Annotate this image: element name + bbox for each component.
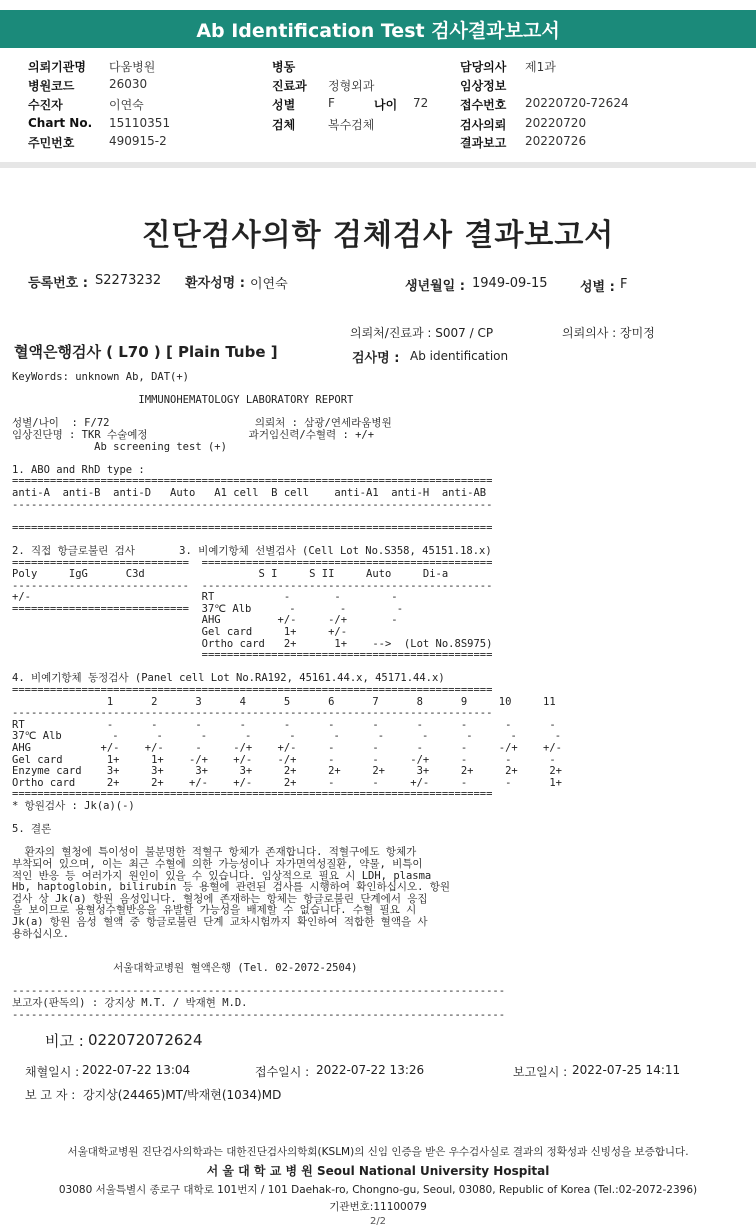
report-line: ============================================================================ [12, 475, 493, 488]
report-line [12, 511, 562, 523]
test-group: 혈액은행검사 ( L70 ) [ Plain Tube ] [14, 343, 278, 361]
report-line: IMMUNOHEMATOLOGY LABORATORY REPORT [12, 394, 354, 407]
dept-text: 의뢰처/진료과 : S007 / CP [350, 326, 494, 340]
header-label: 검사의뢰 [460, 118, 507, 132]
header-label: 접수번호 [460, 98, 507, 112]
report-line: 4. 비예기항체 동정검사 (Panel cell Lot No.RA192, 45161.44.x, 45171.44.x) [12, 672, 445, 685]
reporter-label: 보 고 자 : [25, 1088, 76, 1102]
note-value: 022072072624 [88, 1031, 203, 1049]
reg-label: 등록번호 : [28, 276, 88, 291]
report-line: 임상진단명 : TKR 수술예정 과거임신력/수혈력 : +/+ [12, 428, 375, 441]
report-line: ---------------------------- ---------------------------------------------- [12, 579, 493, 592]
report-line: 서울대학교병원 혈액은행 (Tel. 02-2072-2504) [12, 962, 358, 975]
patient-name-label: 환자성명 : [185, 276, 245, 291]
birth-value: 1949-09-15 [472, 276, 548, 291]
header-label: 성별 [272, 98, 296, 112]
report-line: ============================================================================ [12, 788, 493, 801]
header-value: 20220720-72624 [525, 96, 629, 110]
header-label: 병동 [272, 60, 296, 74]
header-label: 검체 [272, 118, 296, 132]
header-value: 490915-2 [109, 134, 167, 148]
header-value: 20220720 [525, 116, 587, 130]
header-value: F [328, 96, 335, 110]
report-line: 검사 상 Jk(a) 항원 음성입니다. 혈청에 존재하는 항체는 항글로불린 단계에서 응집 [12, 892, 428, 905]
header-label: 임상정보 [460, 79, 507, 93]
collect-label: 채혈일시 : [25, 1065, 80, 1079]
banner-title: Ab Identification Test 검사결과보고서 [196, 19, 560, 42]
header-value: 이연숙 [109, 98, 144, 112]
report-line: 부착되어 있으며, 이는 최근 수혈에 의한 가능성이나 자가면역성질환, 약물, 비특이 [12, 857, 423, 870]
report-line: 5. 결론 [12, 823, 52, 836]
test-name-value: Ab identification [410, 349, 509, 363]
report-line: AHG +/- -/+ - [12, 614, 398, 627]
header-label: 나이 [374, 98, 398, 112]
header-value: 정형외과 [328, 79, 375, 93]
report-line [12, 940, 562, 952]
receive-value: 2022-07-22 13:26 [316, 1063, 425, 1077]
report-line [12, 813, 562, 825]
report-line: * 항원검사 : Jk(a)(-) [12, 799, 135, 812]
header-value: 15110351 [109, 116, 171, 130]
header-label: Chart No. [28, 116, 93, 130]
report-line: 1 2 3 4 5 6 7 8 9 10 11 [12, 695, 556, 708]
lab-report-body [12, 372, 562, 1021]
report-line: ============================ ============================================== [12, 556, 493, 569]
report-line: ------------------------------------------------------------------------------ [12, 985, 506, 998]
cert-text: 서울대학교병원 진단검사의학과는 대한진단검사의학회(KSLM)의 신임 인증을 받은 우수검사실로 결과의 정확성과 신빙성을 보증합니다. [67, 1146, 689, 1158]
report-line: ------------------------------------------------------------------------------ [12, 1008, 506, 1021]
hospital-address: 03080 서울특별시 종로구 대학로 101번지 / 101 Daehak-ro, Chongno-gu, Seoul, 03080, Republic of Korea (Tel.:02-2072-2396) [58, 1184, 698, 1196]
report-line: 1. ABO and RhD type : [12, 463, 145, 476]
birth-label: 생년월일 : [405, 279, 465, 294]
report-date-value: 2022-07-25 14:11 [572, 1063, 681, 1077]
reg-value: S2273232 [95, 273, 162, 288]
report-line: Ortho card 2+ 1+ --> (Lot No.8S975) [12, 637, 493, 650]
header-divider [0, 162, 756, 168]
hospital-name: 서 울 대 학 교 병 원 Seoul National University Hospital [206, 1164, 550, 1178]
report-line: 보고자(판독의) : 강지상 M.T. / 박재현 M.D. [12, 997, 248, 1010]
report-line: Ortho card 2+ 2+ +/- +/- 2+ - - +/- - - 1+ [12, 776, 562, 789]
header-label: 결과보고 [460, 136, 507, 150]
header-value: 다움병원 [109, 60, 156, 74]
report-line: 환자의 혈청에 특이성이 불분명한 적혈구 항체가 존재합니다. 적혈구에도 항체가 [12, 846, 417, 859]
report-line: 37℃ Alb - - - - - - - - - - - [12, 730, 562, 743]
report-line: ============================ 37℃ Alb - - - [12, 602, 404, 615]
receive-label: 접수일시 : [255, 1065, 310, 1079]
header-label: 주민번호 [28, 136, 75, 150]
page-number: 2/2 [369, 1216, 387, 1227]
report-line: Jk(a) 항원 음성 혈액 중 항글로불린 단계 교차시험까지 확인하여 적합한 혈액을 사 [12, 915, 428, 928]
header-value: 복수검체 [328, 118, 375, 132]
report-line: ============================================== [12, 649, 493, 662]
patient-name-value: 이연숙 [250, 277, 288, 292]
report-line: Hb, haptoglobin, bilirubin 등 용혈에 관련된 검사를 시행하여 확인하십시오. 항원 [12, 881, 451, 894]
report-line: ---------------------------------------------------------------------------- [12, 498, 493, 511]
report-line: Gel card 1+ +/- [12, 626, 348, 639]
report-line: ============================================================================ [12, 684, 493, 697]
report-line: 을 보이므로 용혈성수혈반응을 유발할 가능성을 배제할 수 없습니다. 수혈 필요 시 [12, 904, 417, 917]
report-line: Ab screening test (+) [12, 440, 227, 453]
report-date-label: 보고일시 : [513, 1065, 568, 1079]
report-line: Poly IgG C3d S I S II Auto Di-a [12, 568, 449, 581]
report-line: 2. 직접 항글로불린 검사 3. 비예기항체 선별검사 (Cell Lot No.S358, 45151.18.x) [12, 544, 492, 557]
header-label: 진료과 [272, 79, 307, 93]
header-label: 의뢰기관명 [28, 60, 86, 74]
header-value: 제1과 [525, 60, 556, 74]
collect-value: 2022-07-22 13:04 [82, 1063, 191, 1077]
test-name-label: 검사명 : [352, 351, 400, 366]
report-line: 성별/나이 : F/72 의뢰처 : 삼광/연세라움병원 [12, 417, 392, 430]
header-value: 20220726 [525, 134, 587, 148]
org-number: 기관번호:11100079 [329, 1201, 427, 1213]
report-line: ============================================================================ [12, 521, 493, 534]
sex-value: F [620, 277, 628, 292]
report-line: AHG +/- +/- - -/+ +/- - - - - -/+ +/- [12, 742, 562, 754]
report-title: 진단검사의학 검체검사 결과보고서 [141, 218, 615, 253]
header-label: 수진자 [28, 98, 63, 112]
header-label: 담당의사 [460, 60, 507, 74]
header-label: 병원코드 [28, 79, 75, 93]
report-line: 적인 반응 등 여러가지 원인이 있을 수 있습니다. 임상적으로 필요 시 LDH, plasma [12, 869, 432, 882]
header-value: 72 [413, 96, 429, 110]
request-header [0, 50, 756, 160]
report-line: +/- RT - - - [12, 591, 398, 604]
report-line [12, 453, 562, 465]
report-line: Gel card 1+ 1+ -/+ +/- -/+ - - -/+ - - - [12, 753, 556, 766]
report-line: anti-A anti-B anti-D Auto A1 cell B cell anti-A1 anti-H anti-AB [12, 486, 487, 499]
reporter-value: 강지상(24465)MT/박재현(1034)MD [83, 1088, 282, 1102]
report-line: Enzyme card 3+ 3+ 3+ 3+ 2+ 2+ 2+ 3+ 2+ 2+ 2+ [12, 765, 562, 778]
report-banner [0, 10, 756, 48]
report-line: ---------------------------------------------------------------------------- [12, 707, 493, 720]
note-label: 비고 : [45, 1032, 84, 1050]
doctor-text: 의뢰의사 : 장미정 [562, 326, 655, 340]
header-value: 26030 [109, 77, 148, 91]
sex-label: 성별 : [580, 280, 615, 295]
report-line: RT - - - - - - - - - - - [12, 718, 556, 731]
report-line: 용하십시오. [12, 927, 70, 940]
report-line: KeyWords: unknown Ab, DAT(+) [12, 371, 190, 383]
